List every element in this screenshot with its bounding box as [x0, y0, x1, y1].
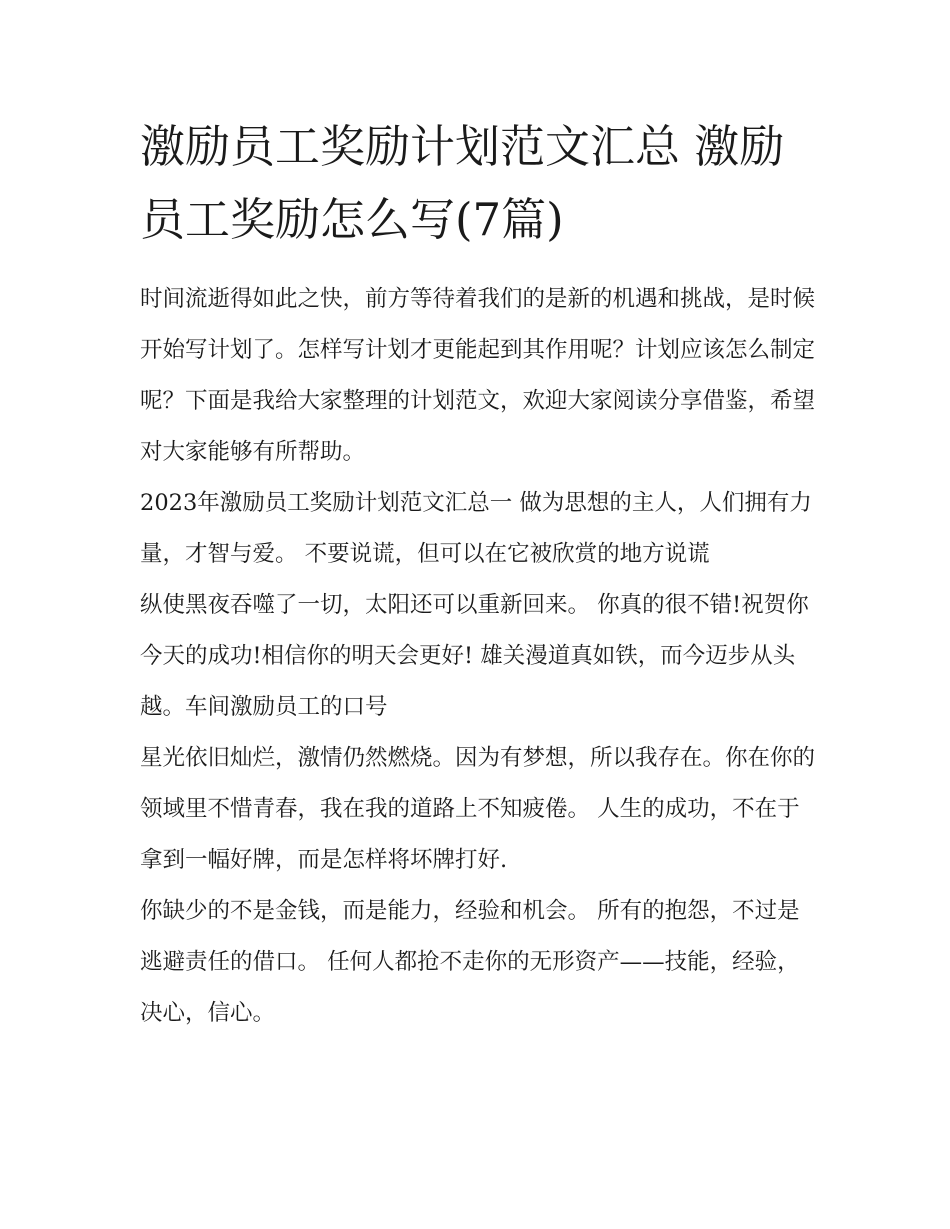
- paragraph-section-one: 2023年激励员工奖励计划范文汇总一 做为思想的主人，人们拥有力量，才智与爱。 不要说谎，但可以在它被欣赏的地方说谎: [140, 490, 812, 567]
- document-title: 激励员工奖励计划范文汇总 激励员工奖励怎么写(7篇): [140, 120, 785, 246]
- paragraph-slogan-1: 纵使黑夜吞噬了一切，太阳还可以重新回来。 你真的很不错!祝贺你今天的成功!相信你的明天会更好! 雄关漫道真如铁，而今迈步从头越。车间激励员工的口号: [140, 592, 809, 720]
- paragraph-slogan-3: 你缺少的不是金钱，而是能力，经验和机会。 所有的抱怨，不过是逃避责任的借口。 任何人都抢不走你的无形资产——技能，经验，决心，信心。: [140, 898, 800, 1026]
- paragraph-intro: 时间流逝得如此之快，前方等待着我们的是新的机遇和挑战，是时候开始写计划了。怎样写计划才更能起到其作用呢？计划应该怎么制定呢？下面是我给大家整理的计划范文，欢迎大家阅读分享借鉴，希望对大家能够有所帮助。: [140, 286, 816, 465]
- paragraph-slogan-2: 星光依旧灿烂，激情仍然燃烧。因为有梦想，所以我存在。你在你的领域里不惜青春，我在我的道路上不知疲倦。 人生的成功，不在于拿到一幅好牌，而是怎样将坏牌打好.: [140, 745, 816, 873]
- document-page: [140, 110, 815, 1039]
